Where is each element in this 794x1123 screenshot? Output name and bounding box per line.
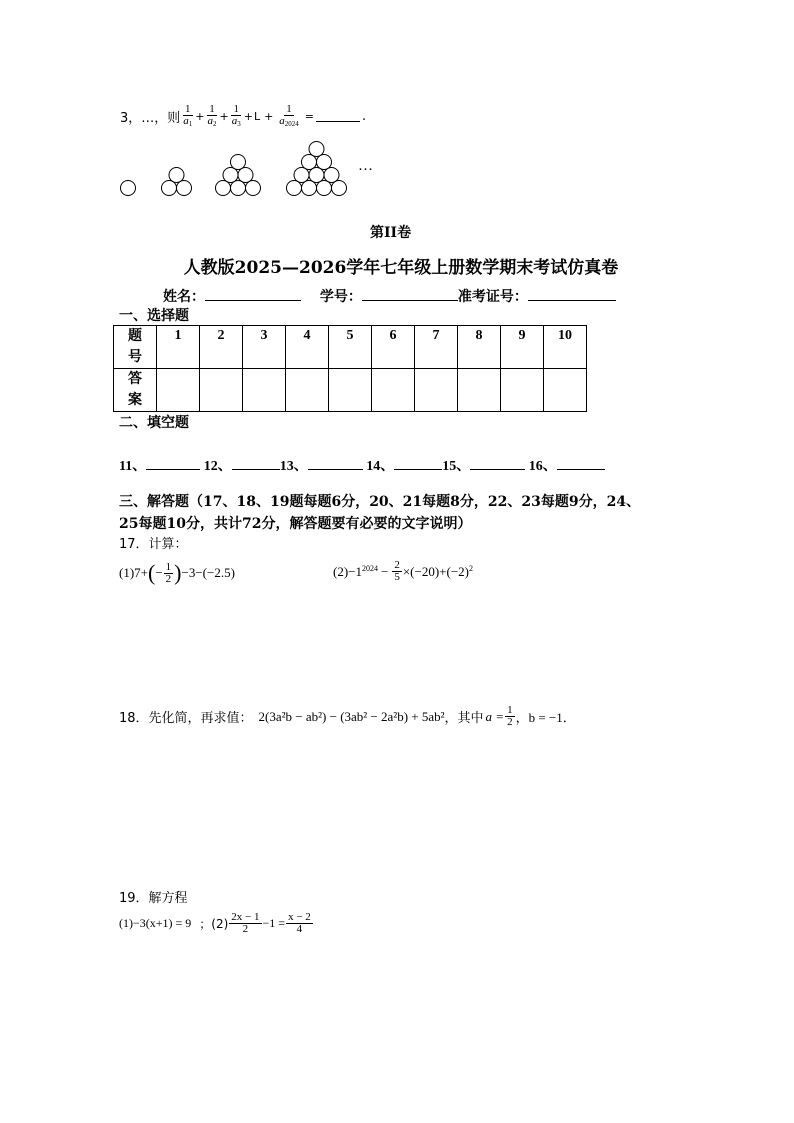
q16-ellipsis: L — [253, 109, 261, 123]
section-choice-heading: 一、选择题 — [119, 308, 189, 324]
answer-cell[interactable] — [157, 369, 200, 412]
answer-cell[interactable] — [286, 369, 329, 412]
exam-number-field[interactable] — [528, 286, 616, 301]
exam-number-label: 准考证号： — [457, 289, 528, 305]
name-label: 姓名： — [163, 289, 205, 305]
q17-part1: (1)7+ ( − $\frac{1}{2}$ ) −3−(−2.5) — [119, 560, 235, 585]
section-fill-heading: 二、填空题 — [119, 415, 189, 431]
q16-line: 3，…，则 $\frac{1}{a_1}$ + $\frac{1}{a_2}$ + $\frac{1}{a_3}$ + L + $\frac{1}{a_{2024}}$ = . — [120, 103, 367, 128]
question-number-cell: 3 — [243, 326, 286, 369]
answer-cell[interactable] — [329, 369, 372, 412]
answer-cell[interactable] — [544, 369, 587, 412]
q16-frac-3: $\frac{1}{a_3}$ — [231, 103, 241, 128]
q17-label: 17．计算： — [119, 537, 188, 552]
answer-cell[interactable] — [501, 369, 544, 412]
q18-line: 18．先化简，再求值： 2(3a²b − ab²) − (3ab² − 2a²b) + 5ab² ，其中 a = $\frac{1}{2}$ ，b = −1． — [119, 704, 576, 728]
question-number-cell: 7 — [415, 326, 458, 369]
info-line — [163, 286, 616, 306]
answer-cell[interactable] — [200, 369, 243, 412]
student-id-label: 学号： — [319, 289, 362, 305]
q19-label: 19．解方程 — [119, 891, 188, 906]
question-number-cell: 4 — [286, 326, 329, 369]
circle-pattern-figure — [110, 138, 390, 200]
question-number-cell: 6 — [372, 326, 415, 369]
answer-cell[interactable] — [458, 369, 501, 412]
answer-blank-12[interactable] — [232, 457, 280, 470]
fill-blanks-line: 11、 12、 13、 14、 15、 16、 — [119, 455, 605, 475]
answer-blank-11[interactable] — [146, 457, 200, 470]
q16-frac-2: $\frac{1}{a_2}$ — [207, 103, 217, 128]
circle-pattern-1 — [121, 181, 136, 196]
q19-equations: (1)−3(x+1) = 9 ；(2) $\frac{2x - 1}{2}$ −1 = $\frac{x - 2}{4}$ — [119, 911, 311, 935]
answer-cell[interactable] — [415, 369, 458, 412]
name-field[interactable] — [205, 286, 301, 301]
q16-frac-4: $\frac{1}{a_{2024}}$ — [279, 103, 299, 128]
question-number-header: 题 号 — [114, 326, 157, 369]
answer-blank-15[interactable] — [470, 457, 525, 470]
question-number-cell: 9 — [501, 326, 544, 369]
table-row-numbers — [114, 326, 587, 369]
q18-label: 18．先化简，再求值： — [119, 711, 253, 726]
section-solve-heading: 三、解答题（17、18、19题每题6分，20、21每题8分，22、23每题9分，24、 25每题10分，共计72分，解答题要有必要的文字说明） — [119, 494, 641, 532]
q16-frac-1: $\frac{1}{a_1}$ — [183, 103, 193, 128]
q16-answer-blank[interactable] — [316, 111, 360, 122]
question-number-cell: 8 — [458, 326, 501, 369]
question-number-cell: 1 — [157, 326, 200, 369]
exam-title: 人教版2025—2026学年七年级上册数学期末考试仿真卷 — [183, 258, 619, 278]
student-id-field[interactable] — [362, 286, 458, 301]
answer-cell[interactable] — [243, 369, 286, 412]
circle-pattern-ellipsis: … — [358, 158, 373, 174]
table-row-answers — [114, 369, 587, 412]
q16-prefix: 3，…，则 — [120, 110, 181, 126]
question-number-cell: 5 — [329, 326, 372, 369]
answer-blank-14[interactable] — [394, 457, 442, 470]
question-number-cell: 2 — [200, 326, 243, 369]
q17-part2: (2)−1 $^{2024}$ − $\frac{2}{5}$ ×(−20)+(−2) $^2$ — [333, 559, 473, 583]
answer-table — [113, 325, 587, 412]
answer-header: 答 案 — [114, 369, 157, 412]
question-number-cell: 10 — [544, 326, 587, 369]
answer-cell[interactable] — [372, 369, 415, 412]
answer-blank-16[interactable] — [557, 457, 605, 470]
volume-title: 第II卷 — [370, 225, 412, 241]
q18-expression: 2(3a²b − ab²) − (3ab² − 2a²b) + 5ab² — [258, 708, 445, 724]
answer-blank-13[interactable] — [308, 457, 363, 470]
